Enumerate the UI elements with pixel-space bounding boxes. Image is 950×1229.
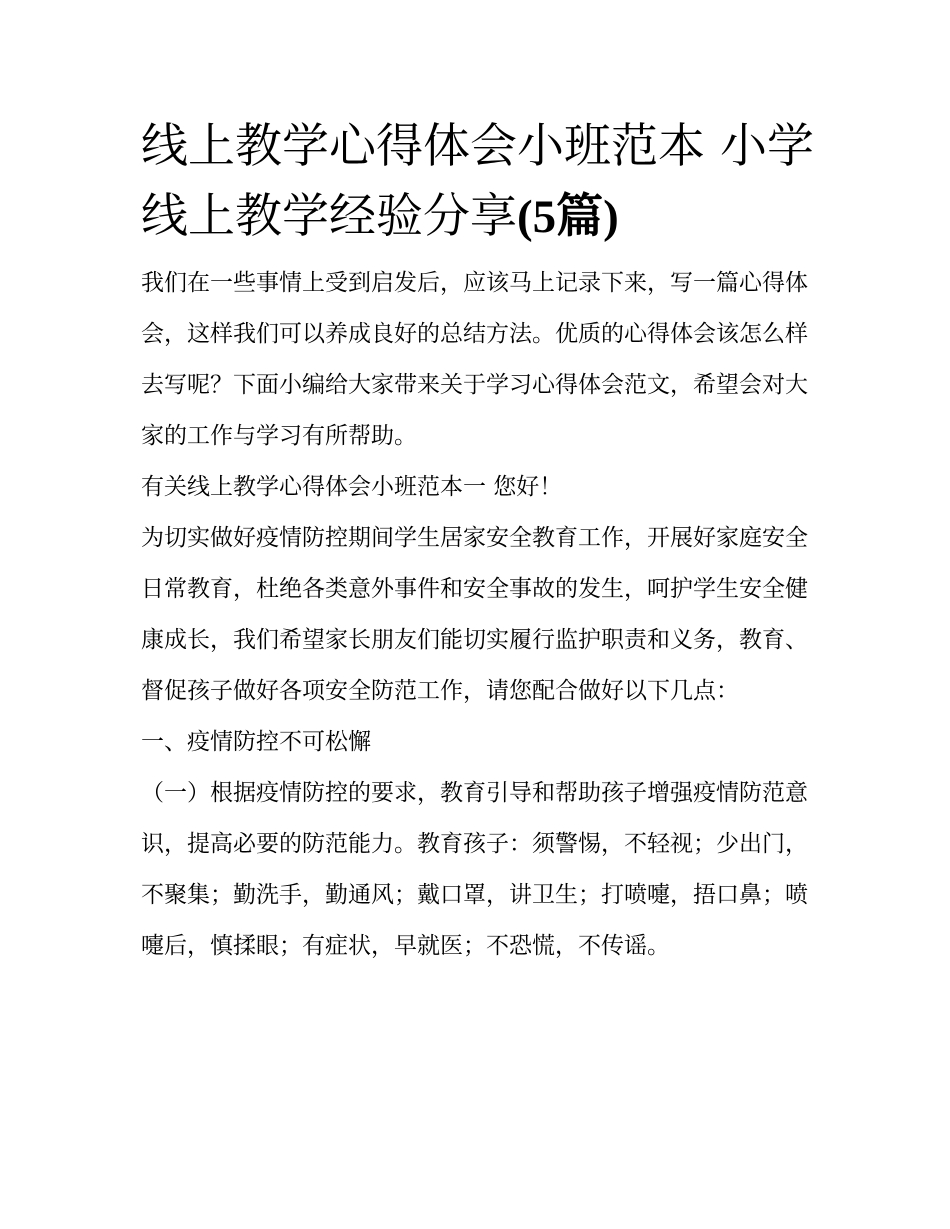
document-body <box>141 258 821 972</box>
paragraph-intro: 我们在一些事情上受到启发后，应该马上记录下来，写一篇心得体会，这样我们可以养成良好的总结方法。优质的心得体会该怎么样去写呢？下面小编给大家带来关于学习心得体会范文，希望会对大家的工作与学习有所帮助。 <box>141 270 808 449</box>
paragraph-notice: 为切实做好疫情防控期间学生居家安全教育工作，开展好家庭安全日常教育，杜绝各类意外事件和安全事故的发生，呵护学生安全健康成长，我们希望家长朋友们能切实履行监护职责和义务，教育、督促孩子做好各项安全防范工作，请您配合做好以下几点： <box>141 525 808 704</box>
document-title-text: 线上教学心得体会小班范本 小学线上教学经验分享 <box>141 119 814 244</box>
paragraph-section-heading: 有关线上教学心得体会小班范本一 您好！ <box>141 474 563 500</box>
document-content <box>141 112 821 972</box>
document-title <box>141 112 821 252</box>
document-title-count: (5篇) <box>517 191 619 243</box>
paragraph-item-one: （一）根据疫情防控的要求，教育引导和帮助孩子增强疫情防范意识，提高必要的防范能力。教育孩子：须警惕，不轻视；少出门，不聚集；勤洗手，勤通风；戴口罩，讲卫生；打喷嚏，捂口鼻；喷嚏后，慎揉眼；有症状，早就医；不恐慌，不传谣。 <box>141 780 808 959</box>
paragraph-subheading: 一、疫情防控不可松懈 <box>141 729 371 755</box>
